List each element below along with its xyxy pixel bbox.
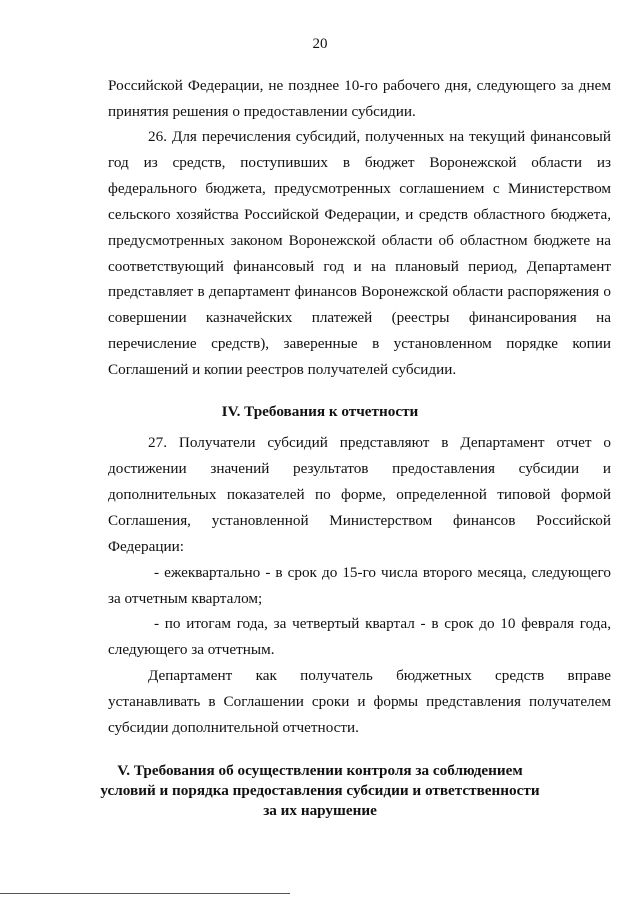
page-number: 20 xyxy=(312,36,328,52)
section-heading: за их нарушение xyxy=(263,802,377,819)
paragraph-line: Соглашений и копии реестров получателей субсидии. xyxy=(108,361,457,378)
list-item: - по итогам года, за четвертый квартал - в срок до 10 февраля года, xyxy=(154,615,611,632)
paragraph-line: предусмотренных законом Воронежской области об областном бюджете на xyxy=(108,232,611,249)
paragraph-line: совершении казначейских платежей (реестры финансирования на xyxy=(108,309,611,326)
paragraph-line: достижении значений результатов предоставления субсидии и xyxy=(108,460,611,477)
section-heading: V. Требования об осуществлении контроля за соблюдением xyxy=(117,762,523,779)
paragraph-line: Федерации: xyxy=(108,538,184,555)
paragraph-line: год из средств, поступивших в бюджет Воронежской области из xyxy=(108,154,611,171)
paragraph-line: перечисление средств), заверенные в установленном порядке копии xyxy=(108,335,611,352)
paragraph-line: устанавливать в Соглашении сроки и формы представления получателем xyxy=(108,693,611,710)
paragraph-line: 26. Для перечисления субсидий, полученных на текущий финансовый xyxy=(148,128,611,145)
paragraph-line: федерального бюджета, предусмотренных соглашением с Министерством xyxy=(108,180,611,197)
paragraph-line: субсидии дополнительной отчетности. xyxy=(108,719,359,736)
list-item: за отчетным кварталом; xyxy=(108,590,263,607)
paragraph-line: сельского хозяйства Российской Федерации, и средств областного бюджета, xyxy=(108,206,611,223)
paragraph-line: дополнительных показателей по форме, определенной типовой формой xyxy=(108,486,611,503)
paragraph-line: 27. Получатели субсидий представляют в Департамент отчет о xyxy=(148,434,611,451)
paragraph-line: представляет в департамент финансов Воронежской области распоряжения о xyxy=(108,283,611,300)
paragraph-line: принятия решения о предоставлении субсидии. xyxy=(108,103,416,120)
section-heading: условий и порядка предоставления субсидии и ответственности xyxy=(100,782,540,799)
footer-rule xyxy=(0,893,290,894)
paragraph-line: Соглашения, установленной Министерством финансов Российской xyxy=(108,512,611,529)
list-item: - ежеквартально - в срок до 15-го числа второго месяца, следующего xyxy=(154,564,611,581)
paragraph-line: соответствующий финансовый год и на плановый период, Департамент xyxy=(108,258,611,275)
paragraph-line: Российской Федерации, не позднее 10-го рабочего дня, следующего за днем xyxy=(108,77,611,94)
list-item: следующего за отчетным. xyxy=(108,641,275,658)
paragraph-line: Департамент как получатель бюджетных средств вправе xyxy=(148,667,611,684)
section-heading: IV. Требования к отчетности xyxy=(221,403,419,420)
